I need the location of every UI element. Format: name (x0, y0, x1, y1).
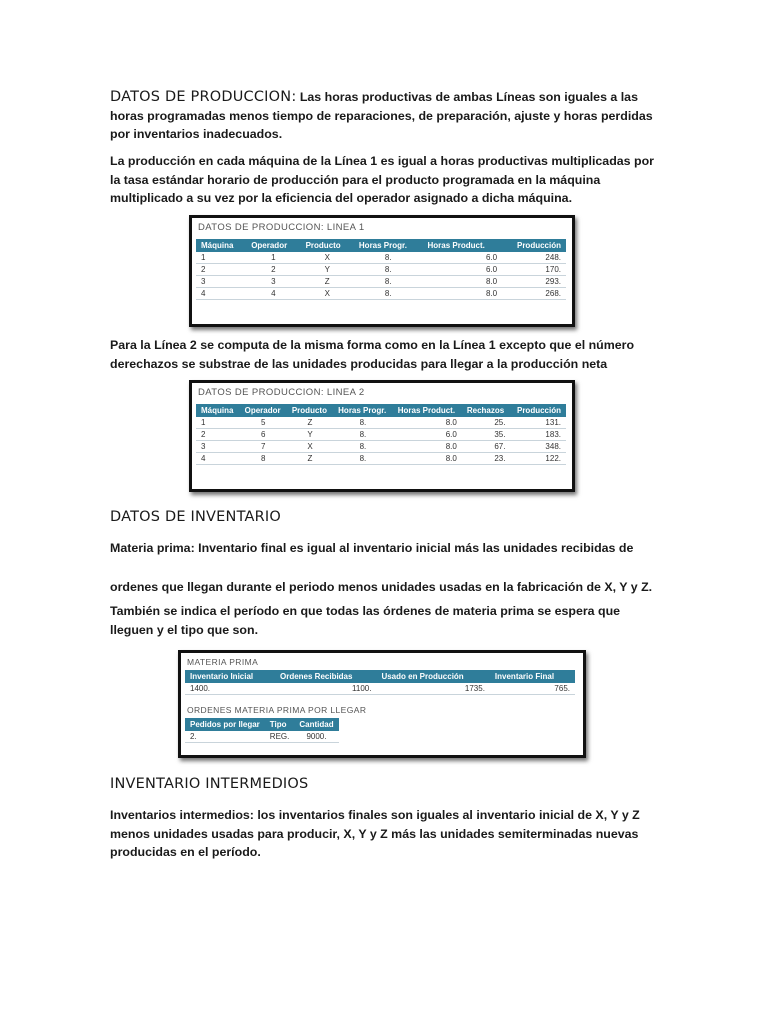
table-cell: 2 (246, 264, 300, 276)
table-header-cell: Inventario Final (490, 670, 575, 683)
table-header-cell: Producción (502, 239, 566, 252)
table-header-cell: Usado en Producción (376, 670, 489, 683)
table-cell: 765. (490, 683, 575, 695)
table-cell: 293. (502, 276, 566, 288)
table-cell: X (301, 252, 354, 264)
table-cell: 8.0 (393, 453, 462, 465)
table-cell: 8. (354, 252, 423, 264)
table-cell: 6.0 (422, 264, 502, 276)
table-row (196, 276, 566, 288)
table-cell: 3 (196, 441, 240, 453)
table-cell: 8. (333, 453, 393, 465)
table-cell: 2 (196, 429, 240, 441)
table-cell: 8. (333, 429, 393, 441)
production-paragraph: La producción en cada máquina de la Línea 1 es igual a horas productivas multiplicadas por la tasa estándar horario de producción para el producto programada en la máquina multiplicado a su vez por la eficiencia del operador asignado a dicha máquina. (110, 154, 654, 205)
table-cell: 35. (462, 429, 511, 441)
table-header-cell: Máquina (196, 239, 246, 252)
table-linea2-title: DATOS DE PRODUCCION: LINEA 2 (198, 387, 365, 398)
table-header-cell: Producto (287, 404, 333, 417)
table-row (196, 429, 566, 441)
table-cell: 9000. (294, 731, 338, 743)
table-cell: 8.0 (422, 288, 502, 300)
section-heading-produccion: DATOS DE PRODUCCION: (110, 89, 297, 105)
table-cell: 3 (196, 276, 246, 288)
table-row (196, 252, 566, 264)
table-row (196, 453, 566, 465)
table-header-cell: Rechazos (462, 404, 511, 417)
materia-prima-line3: También se indica el período en que todas las órdenes de materia prima se espera que lleguen y el tipo que son. (110, 604, 621, 637)
table-cell: 23. (462, 453, 511, 465)
table-linea2 (196, 404, 566, 465)
table-cell: 248. (502, 252, 566, 264)
table-cell: 8.0 (393, 441, 462, 453)
table-header-cell: Pedidos por llegar (185, 718, 265, 731)
table-cell: 8. (354, 264, 423, 276)
table-header-cell: Operador (246, 239, 300, 252)
materia-prima-line1: Materia prima: Inventario final es igual al inventario inicial más las unidades recibidas de (110, 541, 634, 555)
table-cell: 1735. (376, 683, 489, 695)
table-header-cell: Ordenes Recibidas (275, 670, 376, 683)
intermedios-paragraph: Inventarios intermedios: los inventarios finales son iguales al inventario inicial de X, Y y Z menos unidades usadas para producir, X, Y y Z más las unidades semiterminadas nuevas producidas en el período. (110, 808, 640, 859)
table-cell: 6 (240, 429, 287, 441)
table-ordenes-title: ORDENES MATERIA PRIMA POR LLEGAR (187, 705, 367, 715)
table-cell: 1100. (275, 683, 376, 695)
table-row (196, 288, 566, 300)
table-cell: 8. (354, 276, 423, 288)
table-cell: Y (287, 429, 333, 441)
table-header-cell: Horas Progr. (333, 404, 393, 417)
table-cell: 1 (196, 417, 240, 429)
table-header-cell: Producto (301, 239, 354, 252)
table-linea1-image (189, 215, 575, 327)
table-cell: 8. (333, 441, 393, 453)
table-materia-title: MATERIA PRIMA (187, 657, 259, 667)
table-cell: 348. (510, 441, 566, 453)
table-cell: Z (301, 276, 354, 288)
table-cell: 8.0 (393, 417, 462, 429)
table-cell: 6.0 (393, 429, 462, 441)
table-cell: 1 (196, 252, 246, 264)
table-row (196, 441, 566, 453)
table-cell: 8. (354, 288, 423, 300)
intro-text: Las horas productivas de ambas Líneas son iguales a las horas programadas menos tiempo de reparaciones, de preparación, ajuste y horas perdidas por inventarios inadecuados. (110, 90, 653, 141)
table-cell: 122. (510, 453, 566, 465)
table-header-cell: Tipo (265, 718, 295, 731)
table-header-cell: Operador (240, 404, 287, 417)
table-cell: 131. (510, 417, 566, 429)
table-cell: 8.0 (422, 276, 502, 288)
table-cell: Y (301, 264, 354, 276)
table-cell: 4 (246, 288, 300, 300)
table-cell: 6.0 (422, 252, 502, 264)
table-cell: Z (287, 453, 333, 465)
table-header-cell: Inventario Inicial (185, 670, 275, 683)
table-cell: 2 (196, 264, 246, 276)
table-cell: 170. (502, 264, 566, 276)
table-cell: REG. (265, 731, 295, 743)
table-cell: X (287, 441, 333, 453)
table-cell: 25. (462, 417, 511, 429)
table-cell: 183. (510, 429, 566, 441)
table-cell: 3 (246, 276, 300, 288)
table-cell: 67. (462, 441, 511, 453)
table-cell: 268. (502, 288, 566, 300)
table-cell: 5 (240, 417, 287, 429)
table-linea2-image (189, 380, 575, 492)
intro-paragraph (110, 88, 658, 144)
table-cell: 1 (246, 252, 300, 264)
table-cell: 4 (196, 453, 240, 465)
table-row (196, 264, 566, 276)
table-cell: 8 (240, 453, 287, 465)
materia-prima-line2: ordenes que llegan durante el periodo menos unidades usadas en la fabricación de X, Y y Z. (110, 580, 653, 594)
table-ordenes (185, 718, 339, 743)
table-cell: Z (287, 417, 333, 429)
table-row (185, 683, 575, 695)
table-header-cell: Producción (510, 404, 566, 417)
table-cell: 1400. (185, 683, 275, 695)
table-cell: 7 (240, 441, 287, 453)
table-header-cell: Horas Product. (393, 404, 462, 417)
table-cell: 2. (185, 731, 265, 743)
table-header-cell: Horas Product. (422, 239, 502, 252)
section-heading-intermedios: INVENTARIO INTERMEDIOS (110, 776, 309, 792)
table-linea1 (196, 239, 566, 300)
linea2-paragraph: Para la Línea 2 se computa de la misma forma como en la Línea 1 excepto que el número derechazos se substrae de las unidades producidas para llegar a la producción neta (110, 338, 635, 371)
table-header-cell: Máquina (196, 404, 240, 417)
table-header-cell: Horas Progr. (354, 239, 423, 252)
table-cell: 4 (196, 288, 246, 300)
table-linea1-title: DATOS DE PRODUCCION: LINEA 1 (198, 222, 365, 233)
table-row (185, 731, 339, 743)
table-materia-image (178, 650, 586, 758)
table-row (196, 417, 566, 429)
table-cell: X (301, 288, 354, 300)
section-heading-inventario: DATOS DE INVENTARIO (110, 509, 281, 525)
table-header-cell: Cantidad (294, 718, 338, 731)
table-materia (185, 670, 575, 695)
table-cell: 8. (333, 417, 393, 429)
